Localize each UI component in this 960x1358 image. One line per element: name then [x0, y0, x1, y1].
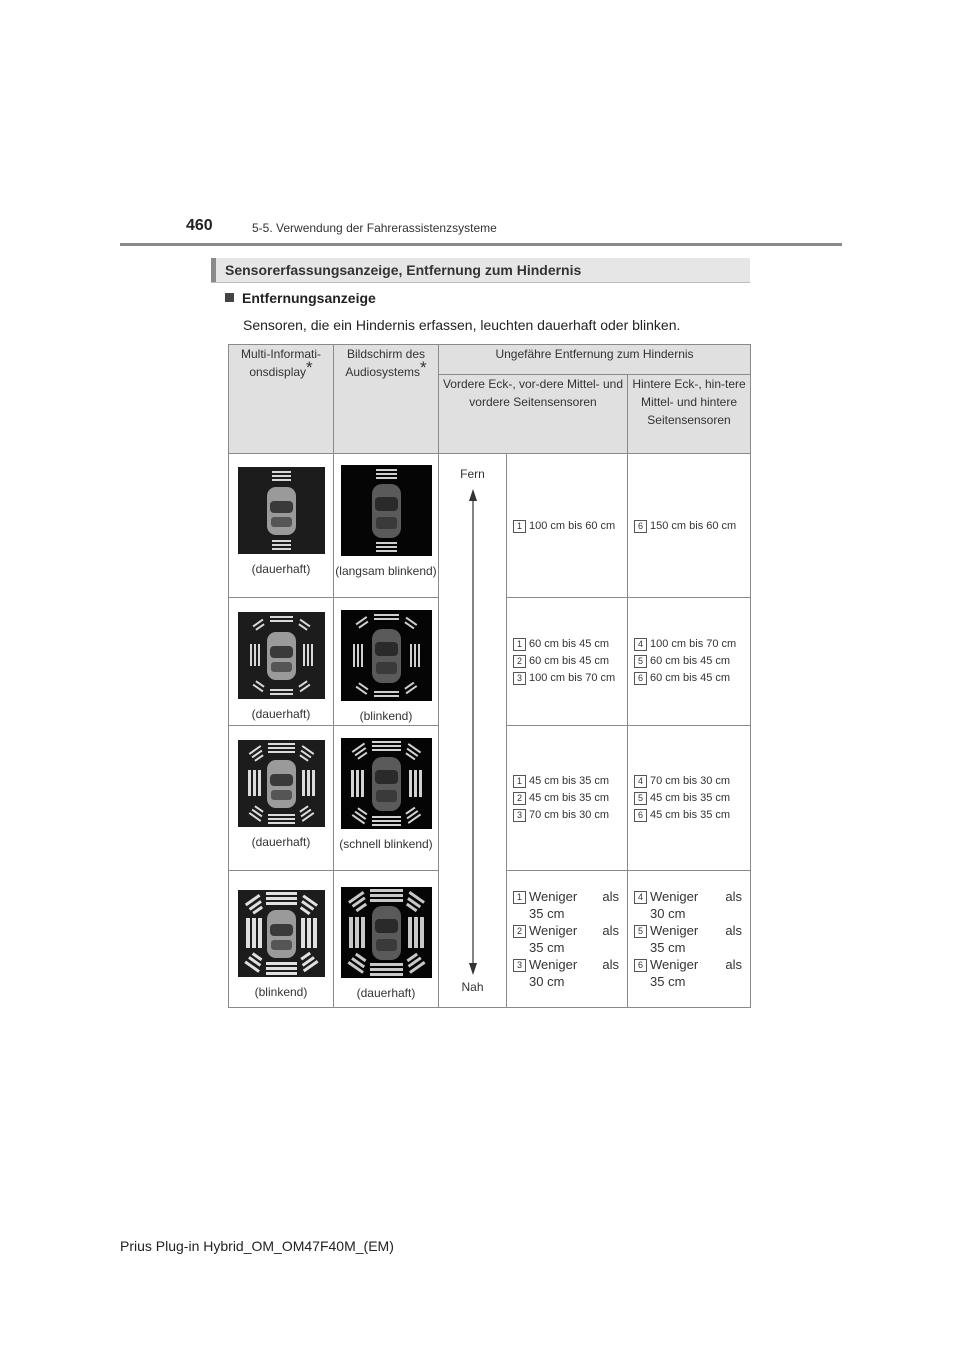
sensor-number-badge: 3: [513, 959, 526, 972]
audio-screen-cell: [334, 598, 439, 726]
audio-screen-sensor-image: [341, 610, 432, 701]
distance-entry: [634, 670, 744, 687]
page-number: 460: [186, 217, 213, 234]
sensor-number-badge: 4: [634, 775, 647, 788]
distance-value: 60 cm bis 45 cm: [650, 655, 731, 667]
sensor-number-badge: 1: [513, 891, 526, 904]
distance-entry: [634, 653, 744, 670]
sensor-number-badge: 3: [513, 809, 526, 822]
multi-display-sensor-image: [238, 740, 325, 827]
distance-word: Weniger: [650, 889, 699, 904]
distance-word: als: [725, 923, 742, 938]
front-sensor-distance-cell: [507, 598, 628, 726]
header-front-sensors: Vordere Eck-, vor-dere Mittel- und vordere Seitensensoren: [439, 375, 628, 454]
distance-word: als: [602, 889, 619, 904]
distance-word: Weniger: [529, 957, 578, 972]
sub-heading: [225, 290, 376, 306]
multi-display-mode-label: (dauerhaft): [251, 835, 311, 849]
sensor-number-badge: 6: [634, 672, 647, 685]
distance-entry: [513, 636, 621, 653]
multi-display-cell: [229, 454, 334, 598]
distance-word: Weniger: [650, 957, 699, 972]
multi-display-cell: [229, 871, 334, 1008]
distance-value: 70 cm bis 30 cm: [529, 809, 610, 821]
front-sensor-distance-cell: [507, 454, 628, 598]
header-audio-screen-text: Bildschirm des Audiosystems: [345, 347, 426, 379]
distance-entry: [634, 790, 744, 807]
distance-value: 100 cm bis 60 cm: [529, 520, 616, 532]
sensor-number-badge: 6: [634, 520, 647, 533]
distance-value: 35 cm: [529, 940, 565, 955]
distance-value: 100 cm bis 70 cm: [529, 672, 616, 684]
audio-screen-sensor-image: [341, 887, 432, 978]
chapter-title: 5-5. Verwendung der Fahrerassistenzsysteme: [252, 221, 497, 235]
distance-table: [228, 344, 751, 1008]
distance-entry: [634, 773, 744, 790]
multi-display-mode-label: (dauerhaft): [251, 707, 311, 721]
distance-entry: [634, 888, 742, 922]
section-heading-bar: [211, 258, 750, 283]
front-sensor-distance-cell: [507, 726, 628, 871]
sensor-number-badge: 2: [513, 792, 526, 805]
distance-word: als: [602, 923, 619, 938]
sensor-number-badge: 5: [634, 925, 647, 938]
distance-word: Weniger: [529, 889, 578, 904]
distance-value: 35 cm: [650, 974, 686, 989]
distance-value: 60 cm bis 45 cm: [529, 638, 610, 650]
footer-document-id: Prius Plug-in Hybrid_OM_OM47F40M_(EM): [120, 1238, 394, 1254]
distance-entry: [634, 518, 744, 535]
header-approx-distance: Ungefähre Entfernung zum Hindernis: [439, 345, 751, 375]
distance-entry: [513, 653, 621, 670]
intro-text: Sensoren, die ein Hindernis erfassen, leuchten dauerhaft oder blinken.: [243, 317, 681, 333]
section-title: Sensorerfassungsanzeige, Entfernung zum Hindernis: [225, 262, 582, 278]
sensor-number-badge: 1: [513, 775, 526, 788]
distance-word: als: [725, 889, 742, 904]
header-rear-sensors: Hintere Eck-, hin-tere Mittel- und hintere Seitensensoren: [628, 375, 751, 454]
distance-entry: [513, 670, 621, 687]
audio-screen-sensor-image: [341, 738, 432, 829]
distance-value: 70 cm bis 30 cm: [650, 775, 731, 787]
distance-entry: [634, 922, 742, 956]
audio-screen-mode-label: (langsam blinkend): [335, 564, 437, 578]
distance-entry: [513, 807, 621, 824]
sensor-number-badge: 1: [513, 520, 526, 533]
audio-screen-sensor-image: [341, 465, 432, 556]
sensor-number-badge: 4: [634, 891, 647, 904]
audio-screen-cell: [334, 454, 439, 598]
distance-entry: [634, 807, 744, 824]
rear-sensor-distance-cell: [628, 726, 751, 871]
distance-arrow-cell: [439, 454, 507, 1008]
distance-word: Weniger: [529, 923, 578, 938]
sub-heading-text: Entfernungsanzeige: [242, 290, 376, 306]
header-multi-display-text: Multi-Informati-onsdisplay: [240, 347, 321, 379]
distance-value: 30 cm: [529, 974, 565, 989]
header-audio-screen: [334, 345, 439, 454]
distance-value: 35 cm: [650, 940, 686, 955]
audio-screen-cell: [334, 726, 439, 871]
audio-screen-mode-label: (dauerhaft): [356, 986, 416, 1000]
distance-entry: [513, 773, 621, 790]
distance-value: 45 cm bis 35 cm: [650, 809, 731, 821]
sensor-number-badge: 6: [634, 959, 647, 972]
sensor-number-badge: 3: [513, 672, 526, 685]
rear-sensor-distance-cell: [628, 454, 751, 598]
distance-value: 45 cm bis 35 cm: [650, 792, 731, 804]
asterisk-note-marker: *: [306, 358, 313, 377]
far-label: Fern: [460, 467, 485, 481]
distance-value: 45 cm bis 35 cm: [529, 792, 610, 804]
front-sensor-distance-cell: [507, 871, 628, 1008]
sensor-number-badge: 4: [634, 638, 647, 651]
audio-screen-mode-label: (schnell blinkend): [339, 837, 433, 851]
distance-value: 150 cm bis 60 cm: [650, 520, 737, 532]
audio-screen-mode-label: (blinkend): [359, 709, 413, 723]
distance-entry: [513, 518, 621, 535]
multi-display-sensor-image: [238, 612, 325, 699]
distance-word: als: [602, 957, 619, 972]
distance-entry: [513, 790, 621, 807]
distance-value: 60 cm bis 45 cm: [529, 655, 610, 667]
distance-value: 35 cm: [529, 906, 565, 921]
sensor-number-badge: 6: [634, 809, 647, 822]
distance-value: 45 cm bis 35 cm: [529, 775, 610, 787]
sensor-number-badge: 2: [513, 655, 526, 668]
multi-display-mode-label: (dauerhaft): [251, 562, 311, 576]
multi-display-mode-label: (blinkend): [254, 985, 308, 999]
distance-value: 60 cm bis 45 cm: [650, 672, 731, 684]
distance-entry: [513, 888, 619, 922]
distance-entry: [634, 956, 742, 990]
distance-arrow: [439, 454, 507, 1008]
distance-entry: [634, 636, 744, 653]
square-bullet-icon: [225, 293, 234, 302]
distance-value: 30 cm: [650, 906, 686, 921]
near-label: Nah: [461, 980, 484, 994]
multi-display-cell: [229, 726, 334, 871]
distance-value: 100 cm bis 70 cm: [650, 638, 737, 650]
multi-display-sensor-image: [238, 890, 325, 977]
sensor-number-badge: 5: [634, 792, 647, 805]
distance-entry: [513, 922, 619, 956]
sensor-number-badge: 1: [513, 638, 526, 651]
asterisk-note-marker: *: [420, 358, 427, 377]
header-divider: [120, 243, 842, 246]
audio-screen-cell: [334, 871, 439, 1008]
sensor-number-badge: 2: [513, 925, 526, 938]
rear-sensor-distance-cell: [628, 598, 751, 726]
table-row: [229, 454, 751, 598]
multi-display-cell: [229, 598, 334, 726]
distance-word: Weniger: [650, 923, 699, 938]
distance-word: als: [725, 957, 742, 972]
section-accent: [211, 258, 216, 282]
header-multi-display: [229, 345, 334, 454]
multi-display-sensor-image: [238, 467, 325, 554]
rear-sensor-distance-cell: [628, 871, 751, 1008]
distance-entry: [513, 956, 619, 990]
sensor-number-badge: 5: [634, 655, 647, 668]
